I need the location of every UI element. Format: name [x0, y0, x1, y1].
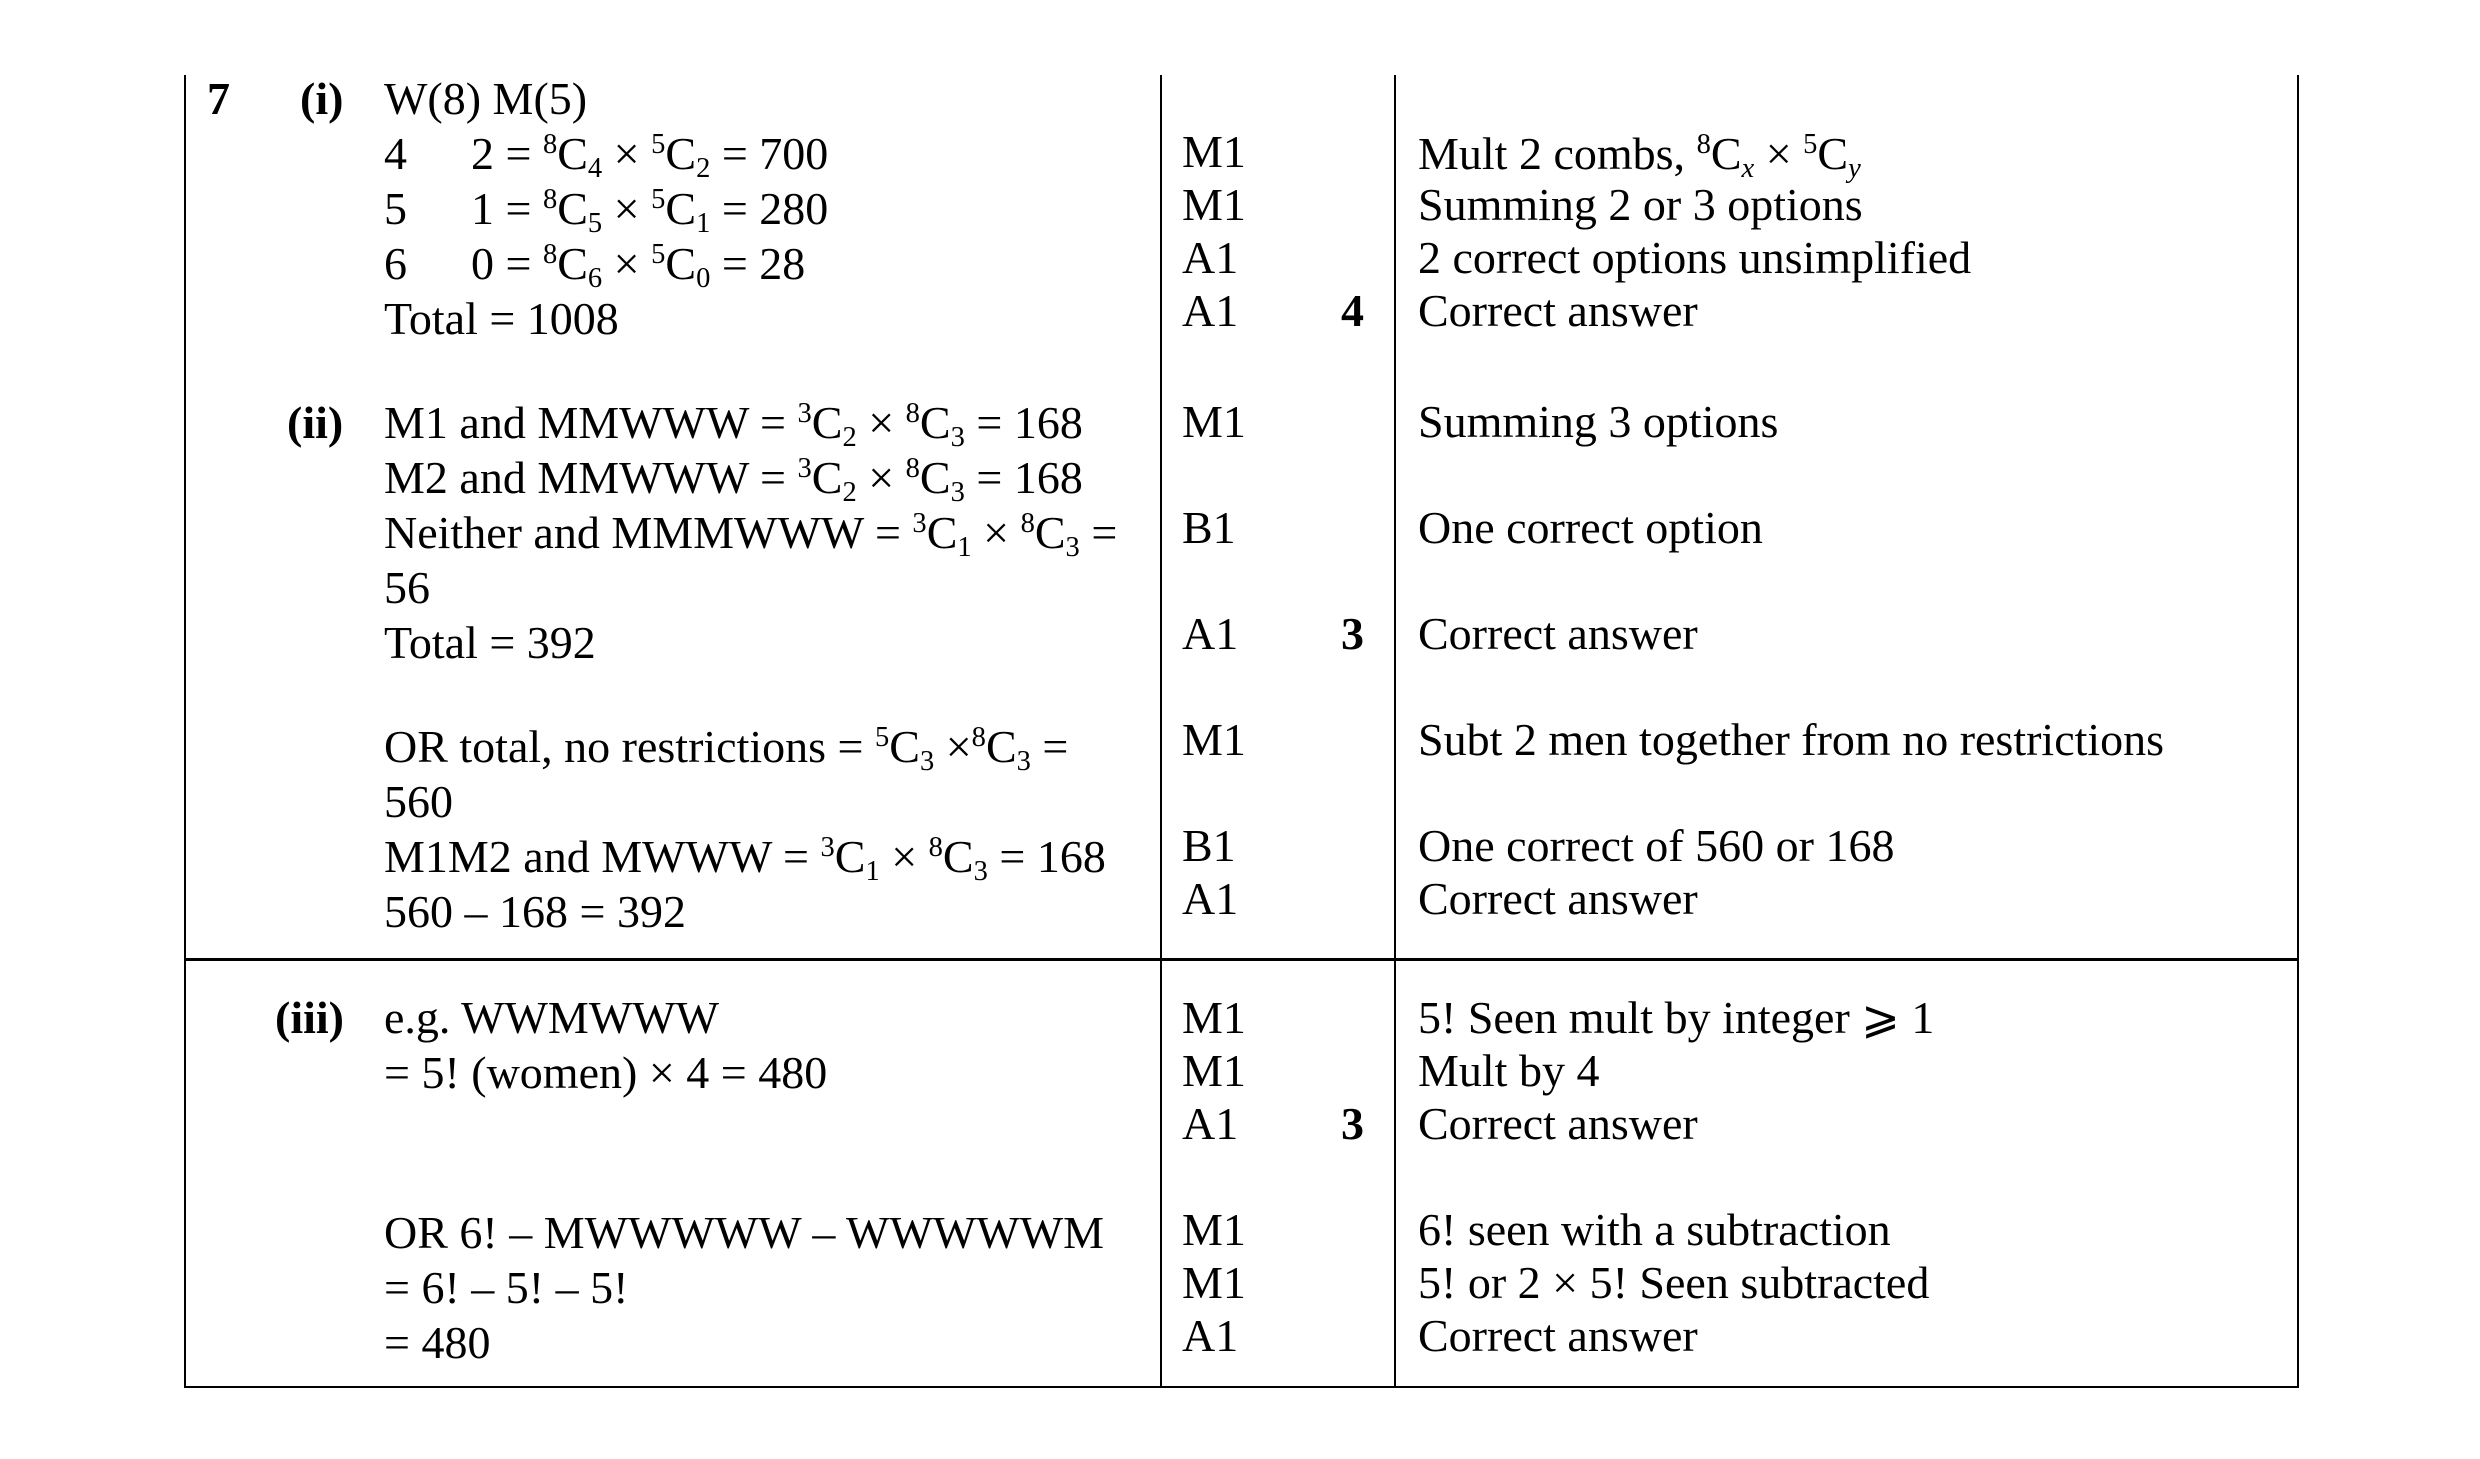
part-ii-score: 3 [1341, 608, 1364, 659]
part-i-row-expr: $1 = ^8C_5 \times ^5C_1 = 280$ [471, 183, 829, 239]
comment: Correct answer [1418, 608, 1698, 659]
comment: 6! seen with a subtraction [1418, 1204, 1891, 1255]
border-left [184, 75, 186, 1388]
comment: Correct answer [1418, 285, 1698, 336]
part-i-row-a: 4 [384, 128, 407, 179]
part-iii-line: e.g. WWMWWW [384, 992, 720, 1043]
comment: 5! Seen mult by integer ⩾ 1 [1418, 992, 1935, 1043]
part-ii-line: M1M2 and MWWW = $^3C_1 \times ^8C_3 = 168$ [384, 831, 1106, 887]
part-label-ii: (ii) [287, 397, 344, 448]
part-ii-line: 560 – 168 = 392 [384, 886, 686, 937]
mark-code: M1 [1182, 1045, 1246, 1096]
part-ii-line: M1 and MMWWW = $^3C_2 \times ^8C_3 = 168$ [384, 397, 1083, 453]
mark-code: M1 [1182, 1257, 1246, 1308]
part-iii-line: = 6! – 5! – 5! [384, 1262, 629, 1313]
comment: One correct option [1418, 502, 1763, 553]
border-bottom [184, 1386, 2299, 1388]
mark-code: A1 [1182, 608, 1239, 659]
part-label-i: (i) [300, 73, 344, 124]
mark-code: B1 [1182, 820, 1236, 871]
border-right [2297, 75, 2299, 1388]
comment: Subt 2 men together from no restrictions [1418, 714, 2165, 765]
divider-marks [1160, 75, 1162, 1388]
comment: Mult 2 combs, $^8C_x \times ^5C_y$ [1418, 128, 1861, 184]
mark-code: A1 [1182, 232, 1239, 283]
part-iii-line: = 480 [384, 1317, 491, 1368]
part-ii-line: 560 [384, 776, 453, 827]
mark-code: M1 [1182, 714, 1246, 765]
part-ii-line: Neither and MMMWWW = $^3C_1 \times ^8C_3$ = [384, 507, 1118, 563]
comment: Correct answer [1418, 1310, 1698, 1361]
mark-code: A1 [1182, 1310, 1239, 1361]
part-ii-line: OR total, no restrictions = $^5C_3 \times^8C_3$ = [384, 721, 1069, 777]
part-ii-total: Total = 392 [384, 617, 596, 668]
question-number: 7 [207, 73, 230, 124]
comment: Summing 2 or 3 options [1418, 179, 1863, 230]
mark-code: A1 [1182, 285, 1239, 336]
part-iii-line: = 5! (women) × 4 = 480 [384, 1047, 828, 1098]
comment: Correct answer [1418, 1098, 1698, 1149]
comment: 5! or 2 × 5! Seen subtracted [1418, 1257, 1930, 1308]
part-i-row-expr: $0 = ^8C_6 \times ^5C_0 = 28$ [471, 238, 806, 294]
part-i-score: 4 [1341, 285, 1364, 336]
part-i-heading: W(8) M(5) [384, 73, 588, 124]
mark-code: A1 [1182, 1098, 1239, 1149]
part-iii-score: 3 [1341, 1098, 1364, 1149]
part-i-row-a: 6 [384, 238, 407, 289]
part-i-row-expr: $2 = ^8C_4 \times ^5C_2 = 700$ [471, 128, 829, 184]
comment: Mult by 4 [1418, 1045, 1600, 1096]
mark-code: M1 [1182, 1204, 1246, 1255]
part-i-row-a: 5 [384, 183, 407, 234]
comment: 2 correct options unsimplified [1418, 232, 1972, 283]
mark-code: M1 [1182, 992, 1246, 1043]
row-separator [184, 958, 2299, 961]
part-i-total: Total = 1008 [384, 293, 619, 344]
comment: Summing 3 options [1418, 396, 1779, 447]
comment: One correct of 560 or 168 [1418, 820, 1895, 871]
part-iii-line: OR 6! – MWWWWW – WWWWWM [384, 1207, 1105, 1258]
mark-code: M1 [1182, 396, 1246, 447]
mark-code: M1 [1182, 179, 1246, 230]
divider-comments [1394, 75, 1396, 1388]
mark-code: M1 [1182, 126, 1246, 177]
comment: Correct answer [1418, 873, 1698, 924]
part-ii-line: 56 [384, 562, 430, 613]
mark-code: B1 [1182, 502, 1236, 553]
part-label-iii: (iii) [275, 992, 344, 1043]
part-ii-line: M2 and MMWWW = $^3C_2 \times ^8C_3 = 168$ [384, 452, 1083, 508]
mark-code: A1 [1182, 873, 1239, 924]
